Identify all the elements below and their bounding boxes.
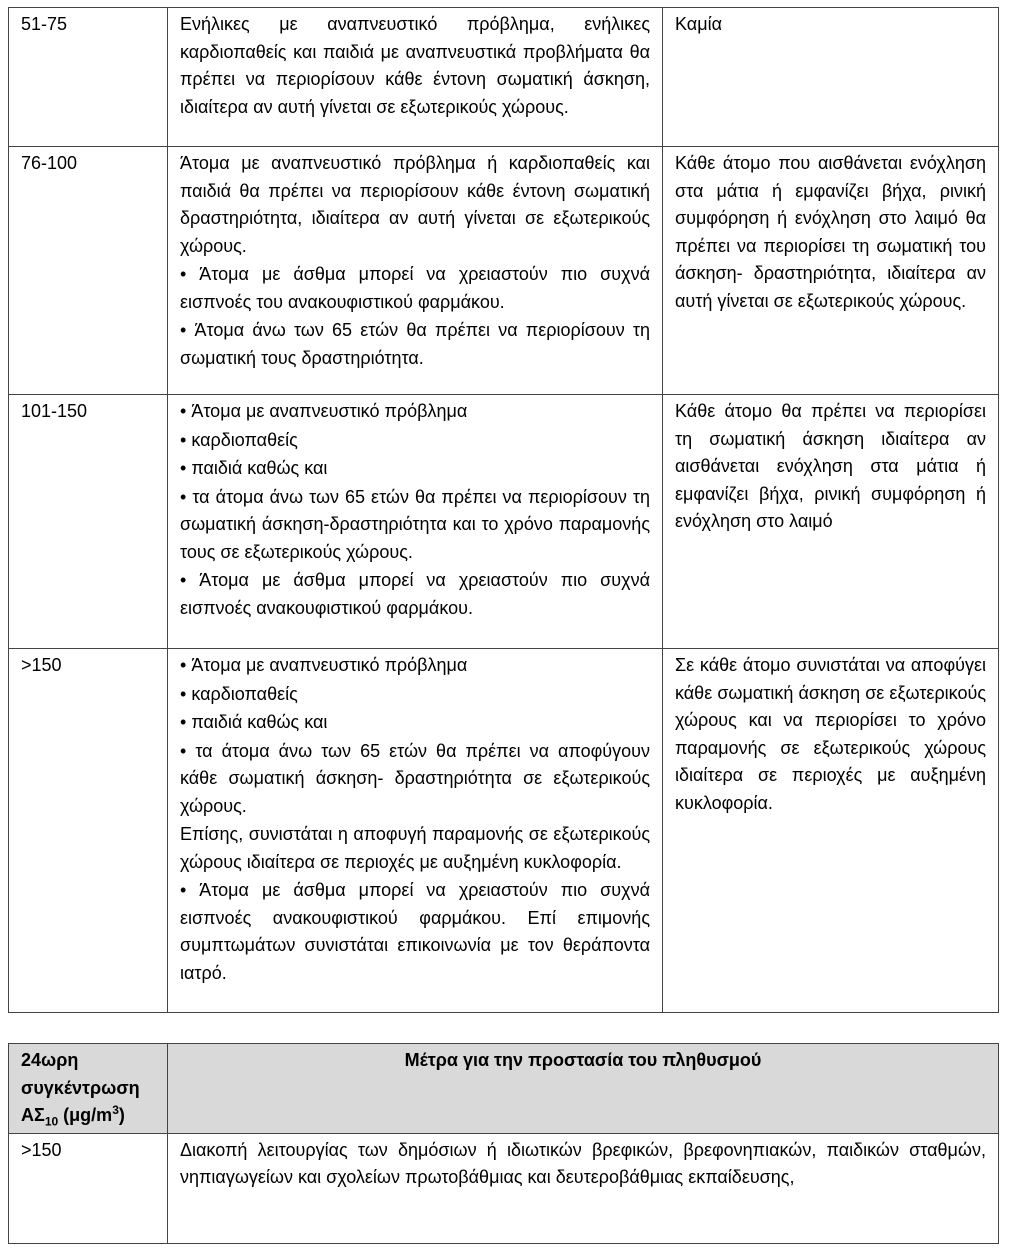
list-item: Επίσης, συνιστάται η αποφυγή παραμονής σε εξωτερικούς χώρους ιδιαίτερα σε περιοχές με αυξημένη κυκλοφορία. <box>180 824 650 872</box>
superscript: 3 <box>112 1103 119 1117</box>
population-protection-table <box>8 1043 999 1244</box>
general-population-cell: Καμία <box>663 8 999 147</box>
header-line: συγκέντρωση <box>21 1077 140 1098</box>
range-cell: >150 <box>9 1133 168 1243</box>
header-line: ΑΣ <box>21 1105 45 1125</box>
list-item: • Άτομα με άσθμα μπορεί να χρειαστούν πιο συχνά εισπνοές ανακουφιστικού φαρμάκου. Επί επιμονής συμπτωμάτων συνιστάται επικοινωνία με τον θεράποντα ιατρό. <box>180 877 650 987</box>
table-row <box>9 1133 999 1243</box>
table-row <box>9 147 999 395</box>
list-item: Άτομα με αναπνευστικό πρόβλημα ή καρδιοπαθείς και παιδιά θα πρέπει να περιορίσουν κάθε έντονη σωματική δραστηριότητα, ιδιαίτερα αν αυτή γίνεται σε εξωτερικούς χώρους. <box>180 153 650 256</box>
list-item: • Άτομα με αναπνευστικό πρόβλημα <box>180 652 650 680</box>
list-item: • παιδιά καθώς και <box>180 709 650 737</box>
range-cell: 101-150 <box>9 395 168 649</box>
list-item: • Άτομα άνω των 65 ετών θα πρέπει να περιορίσουν τη σωματική τους δραστηριότητα. <box>180 317 650 372</box>
general-population-cell: Κάθε άτομο θα πρέπει να περιορίσει τη σωματική άσκηση ιδιαίτερα αν αισθάνεται ενόχληση στα μάτια ή εμφανίζει βήχα, ρινική συμφόρηση ή ενόχληση στο λαιμό <box>663 395 999 649</box>
measures-cell: Διακοπή λειτουργίας των δημόσιων ή ιδιωτικών βρεφικών, βρεφονηπιακών, παιδικών σταθμών, νηπιαγωγείων και σχολείων πρωτοβάθμιας και δευτεροβάθμιας εκπαίδευσης, <box>168 1133 999 1243</box>
list-item: • Άτομα με άσθμα μπορεί να χρειαστούν πιο συχνά εισπνοές του ανακουφιστικού φαρμάκου. <box>180 261 650 316</box>
measures-header: Μέτρα για την προστασία του πληθυσμού <box>168 1044 999 1134</box>
general-population-cell: Κάθε άτομο που αισθάνεται ενόχληση στα μάτια ή εμφανίζει βήχα, ρινική συμφόρηση ή ενόχληση στο λαιμό θα πρέπει να περιορίσει τη σωματική του άσκηση- δραστηριότητα, ιδιαίτερα αν αυτή γίνεται σε εξωτερικούς χώρους. <box>663 147 999 395</box>
list-item: • καρδιοπαθείς <box>180 427 650 455</box>
range-cell: 76-100 <box>9 147 168 395</box>
table-row <box>9 8 999 147</box>
header-line: 24ωρη <box>21 1050 79 1070</box>
list-item: Ενήλικες με αναπνευστικό πρόβλημα, ενήλικες καρδιοπαθείς και παιδιά με αναπνευστικά προβλήματα θα πρέπει να περιορίσουν κάθε έντονη σωματική άσκηση, ιδιαίτερα αν αυτή γίνεται σε εξωτερικούς χώρους. <box>180 14 650 117</box>
sensitive-groups-cell <box>168 395 663 649</box>
sensitive-groups-cell <box>168 8 663 147</box>
list-item: • τα άτομα άνω των 65 ετών θα πρέπει να αποφύγουν κάθε σωματική άσκηση- δραστηριότητα σε εξωτερικούς χώρους. <box>180 738 650 821</box>
concentration-header <box>9 1044 168 1134</box>
aqi-measures-table <box>8 7 999 1013</box>
list-item: • παιδιά καθώς και <box>180 455 650 483</box>
list-item: • Άτομα με αναπνευστικό πρόβλημα <box>180 398 650 426</box>
range-cell: 51-75 <box>9 8 168 147</box>
table-row <box>9 395 999 649</box>
unit-label: (μg/m <box>58 1105 113 1125</box>
table-row <box>9 649 999 1013</box>
sensitive-groups-cell <box>168 147 663 395</box>
sensitive-groups-cell <box>168 649 663 1013</box>
list-item: • καρδιοπαθείς <box>180 681 650 709</box>
table-header-row <box>9 1044 999 1134</box>
general-population-cell: Σε κάθε άτομο συνιστάται να αποφύγει κάθε σωματική άσκηση σε εξωτερικούς χώρους και να περιορίσει το χρόνο παραμονής σε εξωτερικούς χώρους ιδιαίτερα σε περιοχές με αυξημένη κυκλοφορία. <box>663 649 999 1013</box>
list-item: • Άτομα με άσθμα μπορεί να χρειαστούν πιο συχνά εισπνοές ανακουφιστικού φαρμάκου. <box>180 567 650 622</box>
range-cell: >150 <box>9 649 168 1013</box>
subscript: 10 <box>44 1114 59 1129</box>
list-item: • τα άτομα άνω των 65 ετών θα πρέπει να περιορίσουν τη σωματική άσκηση-δραστηριότητα και το χρόνο παραμονής τους σε εξωτερικούς χώρους. <box>180 484 650 567</box>
unit-close: ) <box>118 1105 125 1125</box>
